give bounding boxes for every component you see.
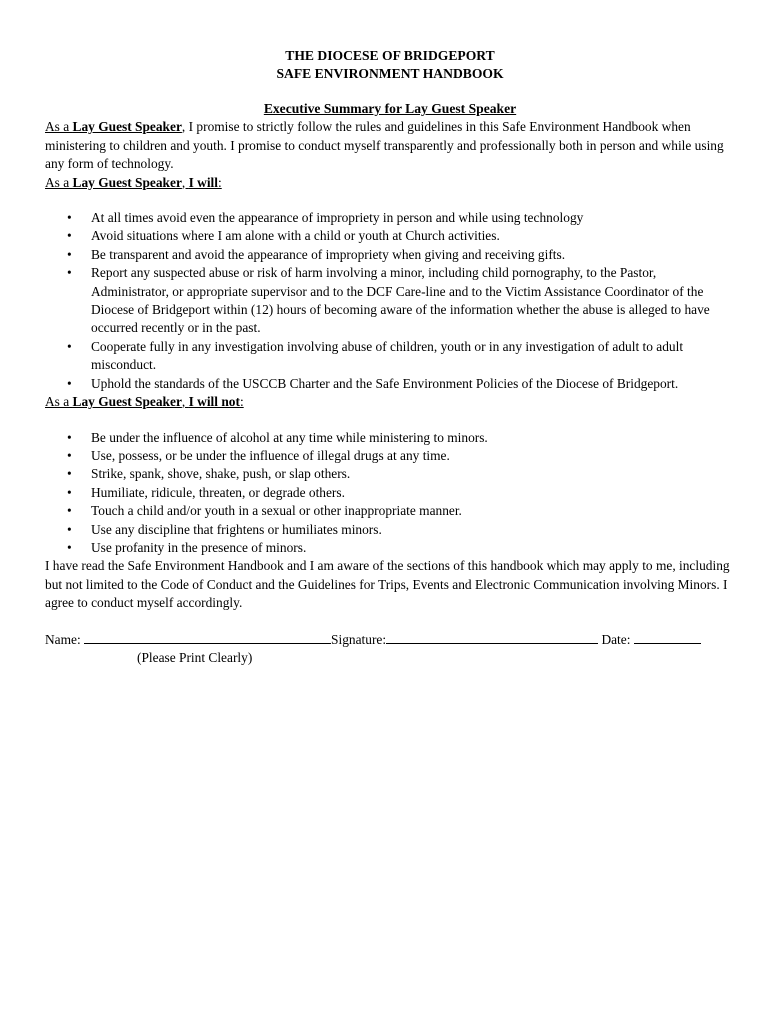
bullet-icon: • bbox=[67, 521, 72, 537]
will-role: Lay Guest Speaker bbox=[72, 174, 182, 190]
will-not-section-title bbox=[45, 393, 735, 411]
will-not-title: I will not bbox=[188, 394, 240, 410]
list-item-text: Use, possess, or be under the influence of illegal drugs at any time. bbox=[91, 447, 450, 463]
list-item-text: Use profanity in the presence of minors. bbox=[91, 539, 307, 555]
intro-role: Lay Guest Speaker bbox=[72, 119, 182, 135]
intro-prefix: As a bbox=[45, 119, 73, 135]
list-item bbox=[45, 502, 735, 520]
signature-row bbox=[45, 630, 735, 649]
list-item-text: Touch a child and/or youth in a sexual or other inappropriate manner. bbox=[91, 503, 462, 519]
bullet-icon: • bbox=[67, 503, 72, 519]
list-item-text: Uphold the standards of the USCCB Charter and the Safe Environment Policies of the Diocese of Bridgeport. bbox=[91, 375, 679, 391]
bullet-icon: • bbox=[67, 466, 72, 482]
name-label: Name: bbox=[45, 631, 85, 647]
intro-text: , I promise to strictly follow the rules and guidelines in this Safe Environment Handbook when ministering to children and youth. I promise to conduct myself transparently and professionally both in person and while using any form of technology. bbox=[45, 119, 724, 172]
list-item bbox=[45, 375, 735, 393]
bullet-icon: • bbox=[67, 447, 72, 463]
list-item bbox=[45, 447, 735, 465]
closing-paragraph: I have read the Safe Environment Handbook and I am aware of the sections of this handbook which may apply to me, including but not limited to the Code of Conduct and the Guidelines for Trips, Events and Electronic Communication involving Minors. I agree to conduct myself accordingly. bbox=[45, 558, 730, 611]
will-not-prefix: As a bbox=[45, 394, 73, 410]
bullet-icon: • bbox=[67, 484, 72, 500]
will-title: I will bbox=[188, 174, 218, 190]
list-item-text: Report any suspected abuse or risk of harm involving a minor, including child pornography, to the Pastor, Administrator, or appropriate supervisor and to the DCF Care-line and to the Victim Assistance Coordinator of the Diocese of Bridgeport within (12) hours of becoming aware of the information whether the abuse is alleged to have occurred recently or in the past. bbox=[91, 265, 710, 336]
list-item-text: Humiliate, ridicule, threaten, or degrade others. bbox=[91, 484, 345, 500]
will-not-role: Lay Guest Speaker bbox=[72, 394, 182, 410]
list-item-text: Avoid situations where I am alone with a child or youth at Church activities. bbox=[91, 228, 500, 244]
will-not-colon: : bbox=[239, 394, 244, 410]
list-item bbox=[45, 264, 735, 338]
will-prefix: As a bbox=[45, 174, 73, 190]
list-item bbox=[45, 338, 735, 375]
list-item-text: Strike, spank, shove, shake, push, or slap others. bbox=[91, 466, 351, 482]
bullet-icon: • bbox=[67, 338, 72, 354]
list-item bbox=[45, 227, 735, 245]
document-page bbox=[45, 47, 735, 667]
heading-line-1: THE DIOCESE OF BRIDGEPORT bbox=[285, 48, 495, 63]
heading-line-2: SAFE ENVIRONMENT HANDBOOK bbox=[276, 66, 504, 81]
date-field[interactable] bbox=[634, 630, 701, 644]
bullet-icon: • bbox=[67, 210, 72, 226]
name-field[interactable] bbox=[84, 630, 331, 644]
list-item bbox=[45, 539, 735, 557]
list-item bbox=[45, 429, 735, 447]
list-item bbox=[45, 484, 735, 502]
date-label: Date: bbox=[598, 631, 634, 647]
signature-field[interactable] bbox=[386, 630, 598, 644]
will-not-sep: , bbox=[181, 394, 189, 410]
will-colon: : bbox=[218, 174, 222, 190]
will-list bbox=[45, 209, 735, 393]
print-hint: (Please Print Clearly) bbox=[137, 649, 253, 665]
list-item-text: Be under the influence of alcohol at any time while ministering to minors. bbox=[91, 429, 488, 445]
list-item-text: Cooperate fully in any investigation involving abuse of children, youth or in any investigation of adult to adult misconduct. bbox=[91, 338, 684, 373]
will-sep: , bbox=[181, 174, 189, 190]
bullet-icon: • bbox=[67, 375, 72, 391]
document-heading bbox=[45, 47, 735, 83]
signature-label: Signature: bbox=[331, 631, 387, 647]
list-item bbox=[45, 521, 735, 539]
bullet-icon: • bbox=[67, 429, 72, 445]
will-section-title bbox=[45, 174, 735, 192]
bullet-icon: • bbox=[67, 228, 72, 244]
list-item bbox=[45, 246, 735, 264]
list-item-text: At all times avoid even the appearance of impropriety in person and while using technology bbox=[91, 210, 584, 226]
bullet-icon: • bbox=[67, 246, 72, 262]
list-item-text: Be transparent and avoid the appearance of impropriety when giving and receiving gifts. bbox=[91, 246, 566, 262]
list-item bbox=[45, 209, 735, 227]
list-item-text: Use any discipline that frightens or humiliates minors. bbox=[91, 521, 382, 537]
will-not-list bbox=[45, 429, 735, 558]
intro-paragraph bbox=[45, 118, 735, 173]
list-item bbox=[45, 465, 735, 483]
document-subtitle: Executive Summary for Lay Guest Speaker bbox=[263, 101, 517, 116]
bullet-icon: • bbox=[67, 265, 72, 281]
bullet-icon: • bbox=[67, 539, 72, 555]
